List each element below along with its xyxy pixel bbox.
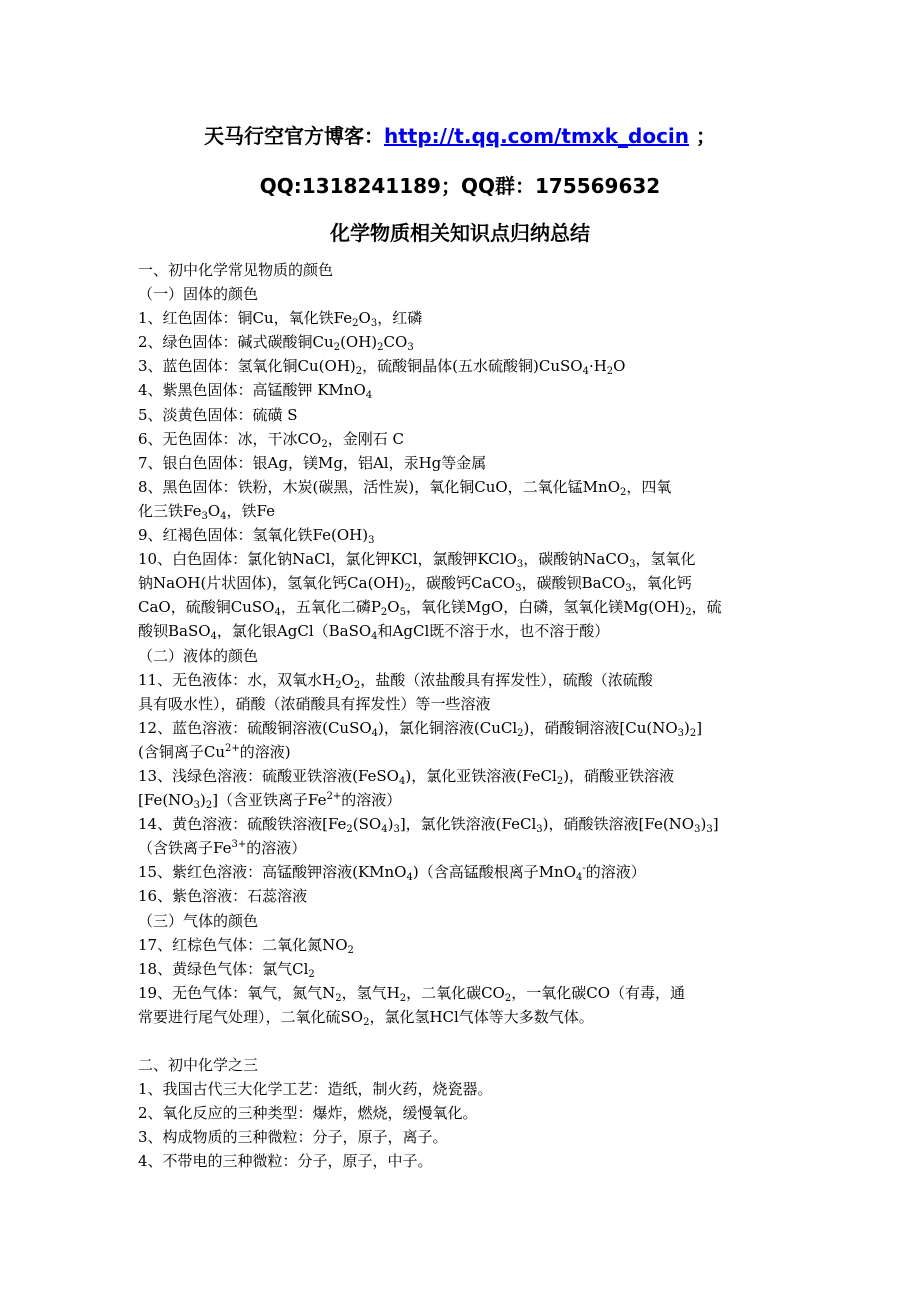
blog-label: 天马行空官方博客： bbox=[204, 124, 384, 148]
text-line: （三）气体的颜色 bbox=[138, 911, 259, 930]
text-line: 10、白色固体：氯化钠NaCl，氯化钾KCl，氯酸钾KClO$_3$，碳酸钠NaCO$_3$，氢氧化 bbox=[138, 550, 696, 571]
text-line: 酸钡BaSO$_4$，氯化银AgCl（BaSO$_4$和AgCl既不溶于水，也不溶于酸） bbox=[138, 622, 610, 643]
text-line: 6、无色固体：冰，干冰$CO_2$，金刚石 C bbox=[138, 429, 404, 450]
text-line: 一、初中化学常见物质的颜色 bbox=[138, 261, 334, 279]
text-line: 钠NaOH(片状固体)，氢氧化钙$Ca(OH)_2$，碳酸钙CaCO$_3$，碳酸钡BaCO$_3$，氧化钙 bbox=[138, 574, 692, 595]
text-line: 3、构成物质的三种微粒：分子，原子，离子。 bbox=[138, 1128, 448, 1147]
text-line: 8、黑色固体：铁粉，木炭(碳黑，活性炭)，氧化铜CuO，二氧化锰MnO$_2$，四氧 bbox=[138, 477, 672, 498]
text-line: 4、紫黑色固体：高锰酸钾 KMnO$_4$ bbox=[138, 381, 373, 402]
text-line: （含铁离子$Fe^{3+}$的溶液） bbox=[138, 839, 307, 858]
text-line: 1、红色固体：铜Cu，氧化铁$Fe_2O_3$，红磷 bbox=[138, 309, 423, 330]
text-line: 二、初中化学之三 bbox=[138, 1056, 259, 1075]
text-line: 12、蓝色溶液：硫酸铜溶液(CuSO$_4$)，氯化铜溶液(CuCl$_2$)，硝酸铜溶液$[Cu(NO_3)_2]$ bbox=[138, 718, 703, 739]
document-body bbox=[138, 258, 798, 1174]
text-line: 7、银白色固体：银Ag，镁Mg，铝Al，汞Hg等金属 bbox=[138, 453, 487, 472]
text-line: （一）固体的颜色 bbox=[138, 285, 259, 304]
text-line: $[Fe(NO_3)_2]$（含亚铁离子$Fe^{2+}$的溶液） bbox=[138, 791, 402, 812]
text-line: 19、无色气体：氧气，氮气$N_2$，氢气$H_2$，二氧化碳$CO_2$，一氧化碳CO（有毒，通 bbox=[138, 983, 685, 1004]
blog-header bbox=[0, 122, 920, 150]
text-line: 5、淡黄色固体：硫磺 S bbox=[138, 405, 298, 424]
text-line: 16、紫色溶液：石蕊溶液 bbox=[138, 887, 308, 906]
text-line: 18、黄绿色气体：氯气$Cl_2$ bbox=[138, 959, 315, 980]
text-line: 具有吸水性），硝酸（浓硝酸具有挥发性）等一些溶液 bbox=[138, 694, 491, 713]
text-line: CaO，硫酸铜CuSO$_4$，五氧化二磷$P_2O_5$，氧化镁MgO，白磷，氢氧化镁$Mg(OH)_2$，硫 bbox=[138, 598, 722, 619]
text-line: （二）液体的颜色 bbox=[138, 646, 259, 665]
text-line: 3、蓝色固体：氢氧化铜$Cu(OH)_2$，硫酸铜晶体(五水硫酸铜)$CuSO_4\cdot H_2O$ bbox=[138, 357, 626, 378]
qq-info: QQ:1318241189；QQ群：175569632 bbox=[259, 174, 661, 198]
text-line: 15、紫红色溶液：高锰酸钾溶液(KMnO$_4$)（含高锰酸根离子MnO$_4$-的溶液） bbox=[138, 863, 646, 884]
text-line: 17、红棕色气体：二氧化氮$NO_2$ bbox=[138, 935, 354, 956]
text-line: 常要进行尾气处理），二氧化硫$SO_2$，氯化氢HCl气体等大多数气体。 bbox=[138, 1007, 594, 1028]
blog-link[interactable]: http://t.qq.com/tmxk_docin bbox=[384, 124, 690, 148]
text-line: 2、氧化反应的三种类型：爆炸，燃烧，缓慢氧化。 bbox=[138, 1104, 478, 1123]
blank-line bbox=[138, 1029, 798, 1053]
text-line: 2、绿色固体：碱式碳酸铜$Cu_2(OH)_2CO_3$ bbox=[138, 333, 414, 354]
text-line: 化三铁$Fe_3O_4$，铁Fe bbox=[138, 501, 275, 522]
text-line: 1、我国古代三大化学工艺：造纸，制火药，烧瓷器。 bbox=[138, 1080, 493, 1099]
text-line: 14、黄色溶液：硫酸铁溶液$[Fe_2(SO_4)_3]$，氯化铁溶液(FeCl$_3$)，硝酸铁溶液$[Fe(NO_3)_3]$ bbox=[138, 815, 719, 836]
text-line: 9、红褐色固体：氢氧化铁$Fe(OH)_3$ bbox=[138, 526, 375, 547]
text-line: 4、不带电的三种微粒：分子，原子，中子。 bbox=[138, 1152, 433, 1171]
text-line: 13、浅绿色溶液：硫酸亚铁溶液(FeSO$_4$)，氯化亚铁溶液(FeCl$_2$)，硝酸亚铁溶液 bbox=[138, 766, 675, 787]
text-line: (含铜离子$Cu^{2+}$的溶液) bbox=[138, 742, 291, 761]
text-line: 11、无色液体：水，双氧水$H_2O_2$，盐酸（浓盐酸具有挥发性），硫酸（浓硫酸 bbox=[138, 670, 653, 691]
document-title: 化学物质相关知识点归纳总结 bbox=[330, 221, 590, 245]
blog-suffix: ； bbox=[689, 124, 716, 148]
